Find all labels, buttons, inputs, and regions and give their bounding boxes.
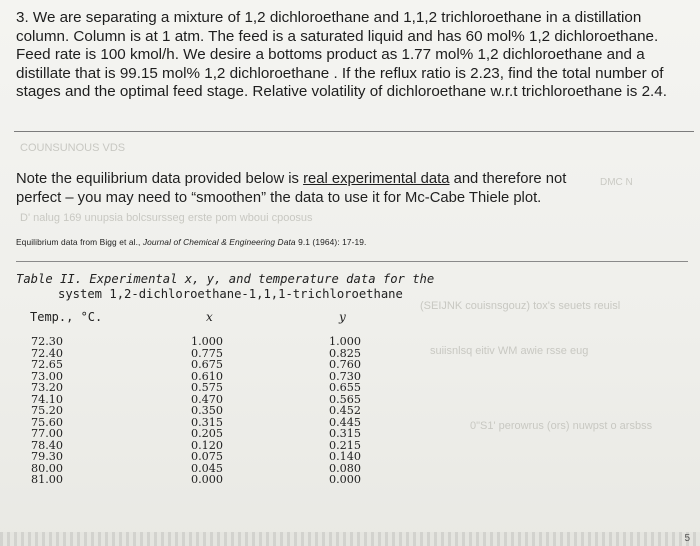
note-block [16, 170, 686, 208]
y-cell: 0.140 [329, 450, 362, 463]
bleed-through-text: suiisnlsq eitiv WM awie rsse eug [430, 345, 589, 357]
y-cell: 0.000 [329, 473, 362, 486]
problem-statement [16, 9, 692, 102]
x-cell: 0.775 [191, 346, 224, 360]
temperature-cell: 72.30 [31, 335, 64, 348]
temperature-cell: 80.00 [31, 461, 64, 475]
column-header-y: y [339, 310, 346, 324]
x-cell: 0.315 [191, 415, 224, 429]
note-line: perfect – you may need to “smoothen” the data to use it for Mc-Cabe Thiele plot. [16, 189, 542, 206]
temperature-cell: 72.65 [31, 358, 64, 371]
y-cell: 0.730 [329, 369, 362, 383]
temperature-cell: 78.40 [31, 438, 64, 452]
column-header-x: x [206, 310, 213, 324]
y-cell: 0.565 [329, 392, 362, 406]
y-cell: 0.315 [329, 427, 362, 440]
temperature-cell: 72.40 [31, 346, 64, 360]
temperature-cell: 81.00 [31, 473, 64, 486]
data-source: Equilibrium data from Bigg et al., Journal of Chemical & Engineering Data 9.1 (1964): 17-19. [16, 237, 367, 247]
bleed-through-text: COUNSUNOUS VDS [20, 142, 126, 154]
temperature-cell: 79.30 [31, 450, 64, 463]
bleed-through-text: 0"S1' perowrus (ors) nuwpst o arsbss [470, 420, 653, 432]
page-number: 5 [684, 533, 690, 544]
temperature-cell: 73.00 [31, 369, 64, 383]
column-header-temp: Temp., °C. [30, 310, 103, 324]
note-text: Note the equilibrium data provided below is [16, 171, 304, 187]
bleed-through-text: (SEIJNK couisnsgouz) tox's seuets reuisl [420, 300, 621, 312]
problem-line: Feed rate is 100 kmol/h. We desire a bottoms product as 1.77 mol% 1,2 dichloroethane and a [16, 46, 645, 64]
temperature-cell: 74.10 [31, 392, 64, 406]
x-cell: 0.575 [191, 381, 224, 394]
x-cell: 0.205 [191, 427, 224, 440]
bleed-through-text: D' nalug 169 unupsia bolcsursseg erste pom wboui cpoosus [20, 212, 313, 224]
bleed-through-text: DMC N [600, 177, 633, 188]
temperature-cell: 75.60 [31, 415, 64, 429]
y-cell: 0.215 [329, 438, 362, 452]
note-line [16, 170, 686, 189]
temperature-column [31, 336, 63, 486]
x-cell: 1.000 [191, 335, 224, 348]
divider [16, 261, 688, 262]
y-cell: 0.825 [329, 346, 362, 360]
temperature-cell: 75.20 [31, 404, 64, 417]
problem-line: 3. We are separating a mixture of 1,2 dichloroethane and 1,1,2 trichloroethane in a distillation [16, 9, 642, 26]
x-column [191, 336, 223, 486]
y-cell: 0.080 [329, 461, 362, 475]
x-cell: 0.610 [191, 369, 224, 383]
x-cell: 0.075 [191, 450, 224, 463]
x-cell: 0.675 [191, 358, 224, 371]
y-cell: 0.445 [329, 415, 362, 429]
x-cell: 0.120 [191, 438, 224, 452]
table-title: Table II. Experimental x, y, and temperature data for the system 1,2-dichloroethane-1,1,1-trichloroethane [16, 272, 435, 301]
problem-line: distillate that is 99.15 mol% 1,2 dichloroethane . If the reflux ratio is 2.23, find the total number of [16, 64, 664, 82]
x-cell: 0.470 [191, 392, 224, 406]
problem-line: column. Column is at 1 atm. The feed is a saturated liquid and has 60 mol% 1,2 dichloroethane. [16, 27, 659, 45]
divider [14, 131, 694, 132]
temperature-cell: 77.00 [31, 427, 64, 440]
x-cell: 0.000 [191, 473, 224, 486]
scan-edge [0, 532, 700, 546]
y-cell: 0.452 [329, 404, 362, 417]
problem-line: stages and the optimal feed stage. Relative volatility of dichloroethane w.r.t trichloroethane is 2.4. [16, 83, 667, 101]
y-cell: 1.000 [329, 335, 362, 348]
y-column [329, 336, 361, 486]
x-cell: 0.350 [191, 404, 224, 417]
y-cell: 0.760 [329, 358, 362, 371]
note-text: and therefore not [449, 171, 567, 187]
x-cell: 0.045 [191, 461, 224, 475]
temperature-cell: 73.20 [31, 381, 64, 394]
note-underlined-text: real experimental data [303, 171, 450, 187]
y-cell: 0.655 [329, 381, 362, 394]
